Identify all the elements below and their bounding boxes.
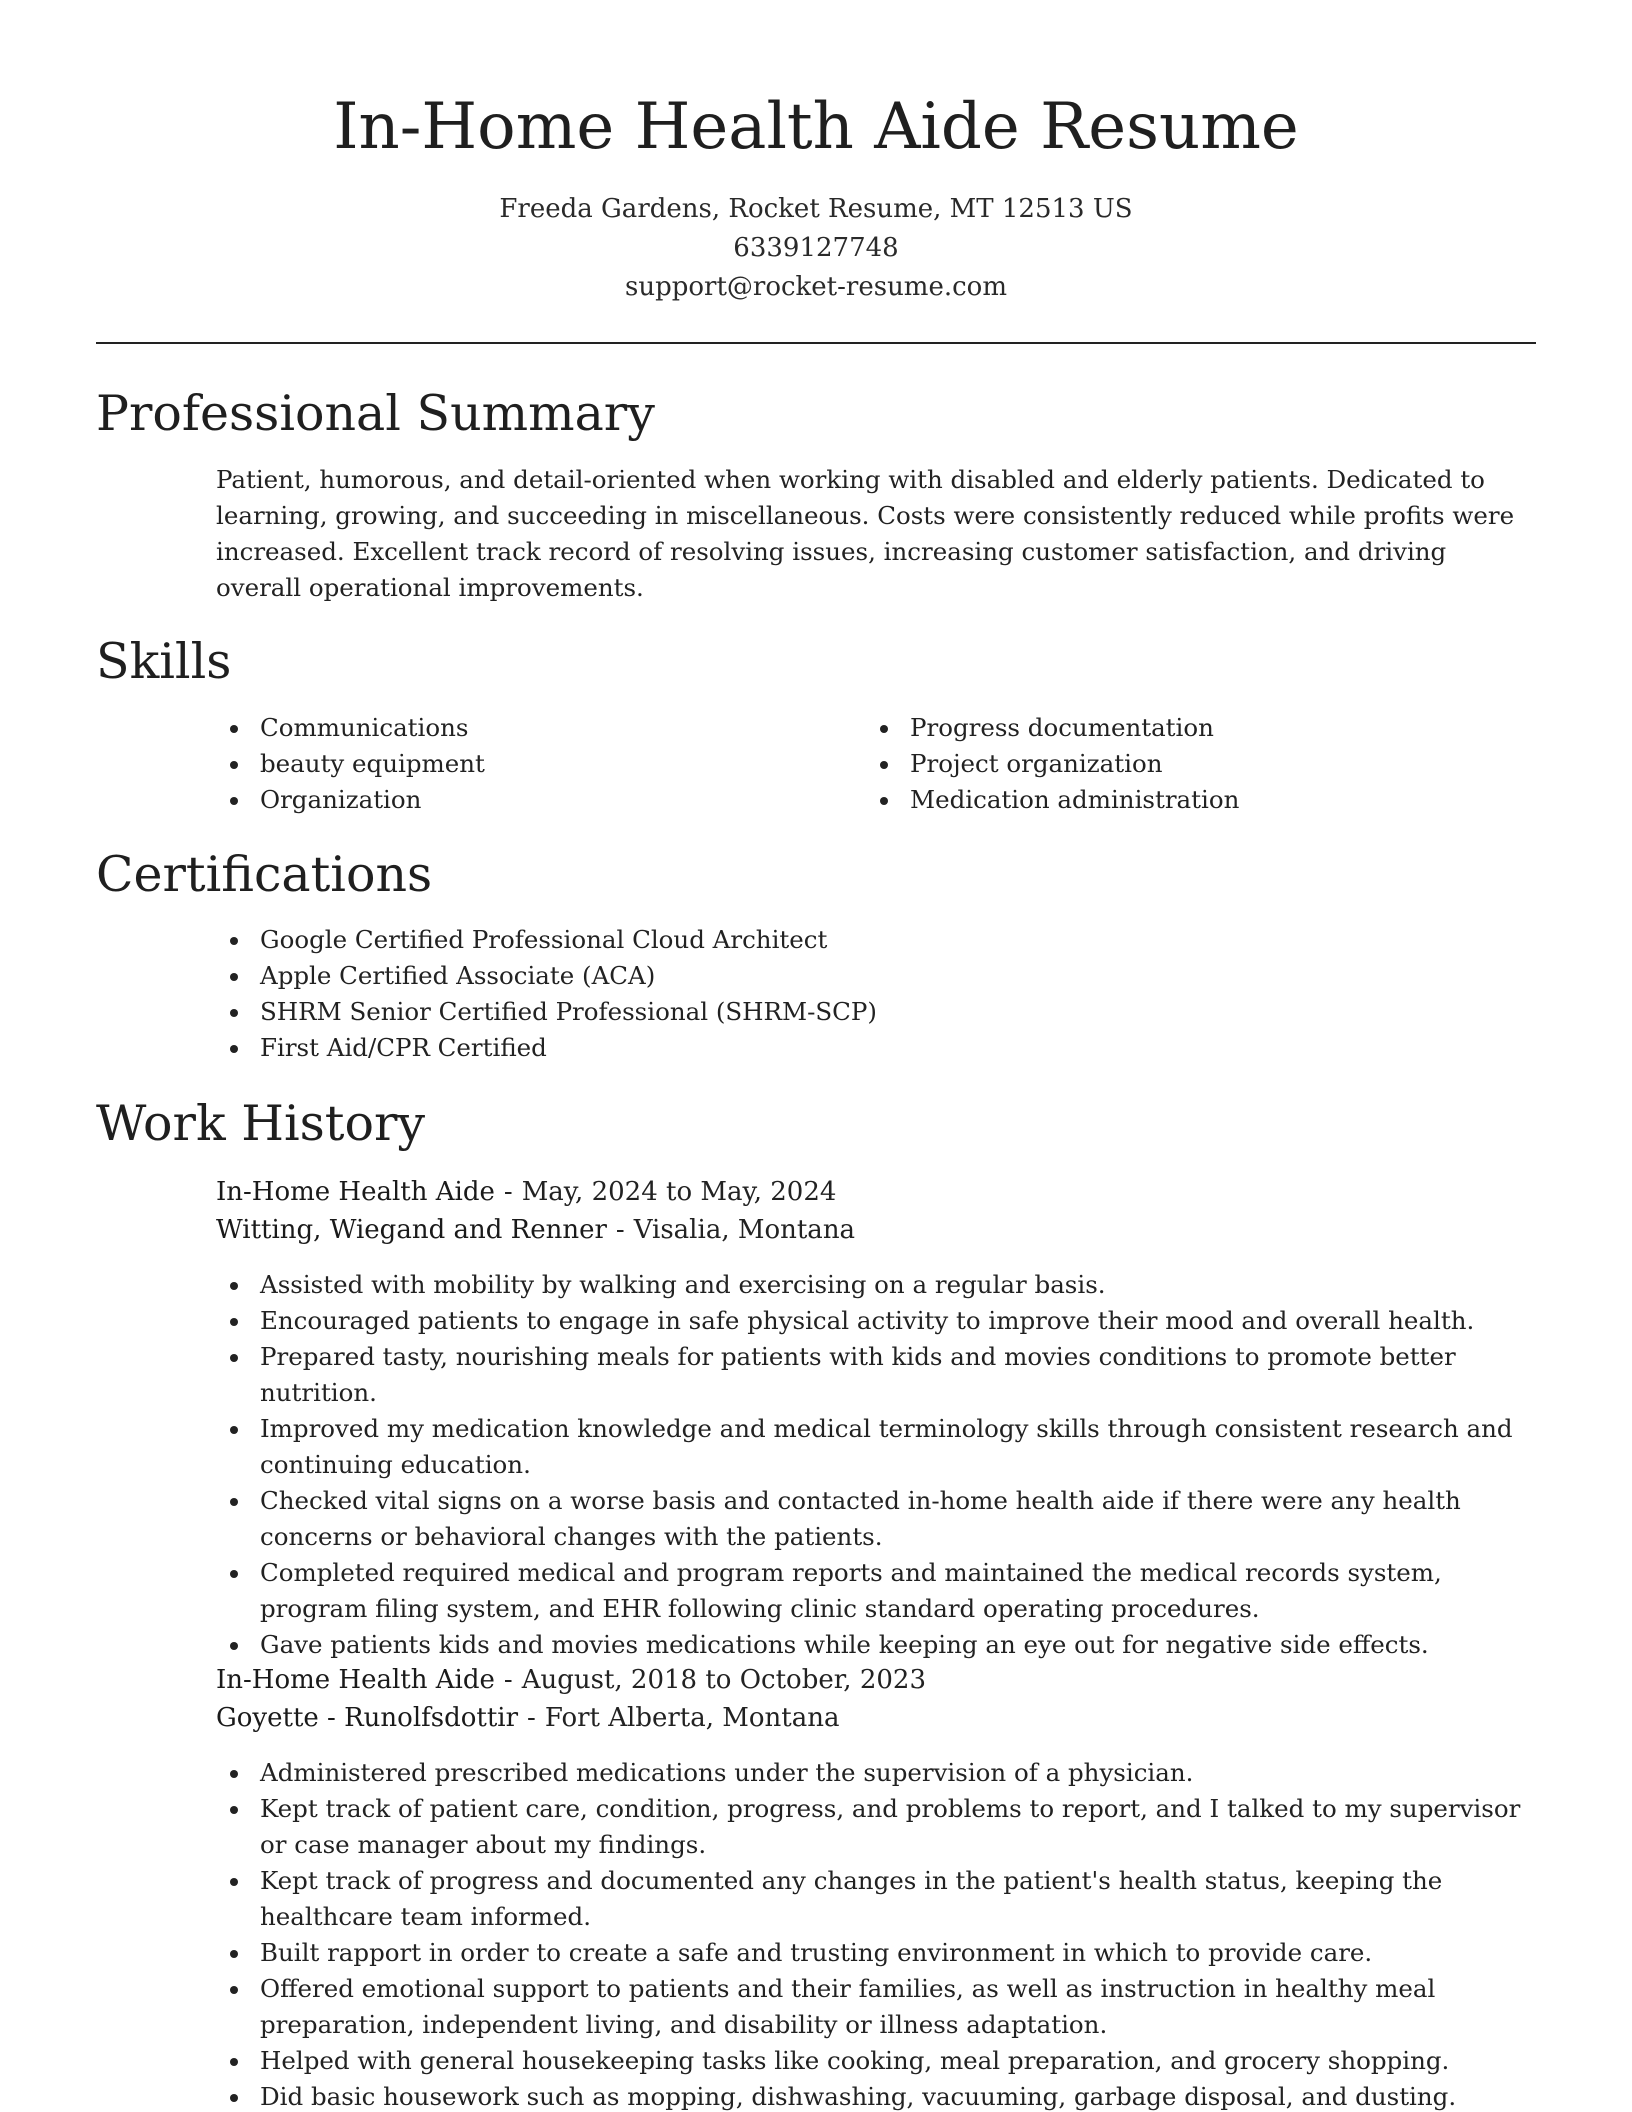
header-divider [96,342,1536,344]
job-company-line [216,1699,840,1737]
job-duty-item: Built rapport in order to create a safe and trusting environment in which to provide care. [216,1935,1540,1971]
contact-address: Freeda Gardens, Rocket Resume, MT 12513 US [499,194,1133,224]
skill-item: Organization [216,782,816,818]
contact-email: support@rocket-resume.com [624,272,1007,302]
job-duty-item: Checked vital signs on a worse basis and contacted in-home health aide if there were any health concerns or behavioral changes with the patients. [216,1483,1540,1555]
summary-text: Patient, humorous, and detail-oriented when working with disabled and elderly patients. Dedicated to learning, growing, and succeeding in miscellaneous. Costs were consistently reduced while profits were increased. Excellent track record of resolving issues, increasing customer satisfaction, and driving overall operational improvements. [216,465,1515,602]
job-duty-item: Improved my medication knowledge and medical terminology skills through consistent research and continuing education. [216,1411,1540,1483]
skills-heading: Skills [96,633,232,690]
job-location: Visalia, Montana [633,1215,856,1245]
job-title-line [216,1173,836,1211]
job-duty-item: Did basic housework such as mopping, dishwashing, vacuuming, garbage disposal, and dusting. [216,2079,1540,2112]
job-duties-list [216,1267,1540,1663]
job-duty-item: Assisted with mobility by walking and exercising on a regular basis. [216,1267,1540,1303]
skill-item: Progress documentation [866,710,1466,746]
job-company-line [216,1211,855,1249]
job-title: In-Home Health Aide [216,1177,495,1207]
job-duty-item: Completed required medical and program reports and maintained the medical records system, program filing system, and EHR following clinic standard operating procedures. [216,1555,1540,1627]
job-duty-item: Prepared tasty, nourishing meals for patients with kids and movies conditions to promote better nutrition. [216,1339,1540,1411]
separator: - [527,1703,536,1733]
job-company: Witting, Wiegand and Renner [216,1215,607,1245]
certifications-list [216,922,1536,1066]
job-duty-item: Kept track of progress and documented any changes in the patient's health status, keeping the healthcare team informed. [216,1863,1540,1935]
separator: - [615,1215,625,1245]
separator: - [503,1177,513,1207]
skills-list-right [866,710,1466,818]
certifications-heading: Certifications [96,846,433,903]
job-title: In-Home Health Aide [216,1665,495,1695]
resume-title: In-Home Health Aide Resume [333,90,1299,164]
separator: - [503,1665,513,1695]
job-duty-item: Kept track of patient care, condition, progress, and problems to report, and I talked to my supervisor or case manager about my findings. [216,1791,1540,1863]
job-location: Fort Alberta, Montana [544,1703,840,1733]
skill-item: Medication administration [866,782,1466,818]
skill-item: Project organization [866,746,1466,782]
certification-item: Apple Certified Associate (ACA) [216,958,1536,994]
skill-item: beauty equipment [216,746,816,782]
job-duty-item: Helped with general housekeeping tasks like cooking, meal preparation, and grocery shopping. [216,2043,1540,2079]
certification-item: Google Certified Professional Cloud Architect [216,922,1536,958]
work-history-heading: Work History [96,1095,426,1152]
job-duties-list [216,1755,1540,2112]
job-duty-item: Offered emotional support to patients and their families, as well as instruction in healthy meal preparation, independent living, and disability or illness adaptation. [216,1971,1540,2043]
job-title-line [216,1661,926,1699]
contact-phone: 6339127748 [733,233,899,263]
skills-list-left [216,710,816,818]
certification-item: SHRM Senior Certified Professional (SHRM-SCP) [216,994,1536,1030]
job-duty-item: Gave patients kids and movies medications while keeping an eye out for negative side effects. [216,1627,1540,1663]
job-dates: August, 2018 to October, 2023 [521,1665,926,1695]
skill-item: Communications [216,710,816,746]
job-dates: May, 2024 to May, 2024 [521,1177,837,1207]
job-company: Goyette - Runolfsdottir [216,1703,519,1733]
job-duty-item: Administered prescribed medications under the supervision of a physician. [216,1755,1540,1791]
summary-heading: Professional Summary [96,385,655,442]
certification-item: First Aid/CPR Certified [216,1030,1536,1066]
job-duty-item: Encouraged patients to engage in safe physical activity to improve their mood and overall health. [216,1303,1540,1339]
